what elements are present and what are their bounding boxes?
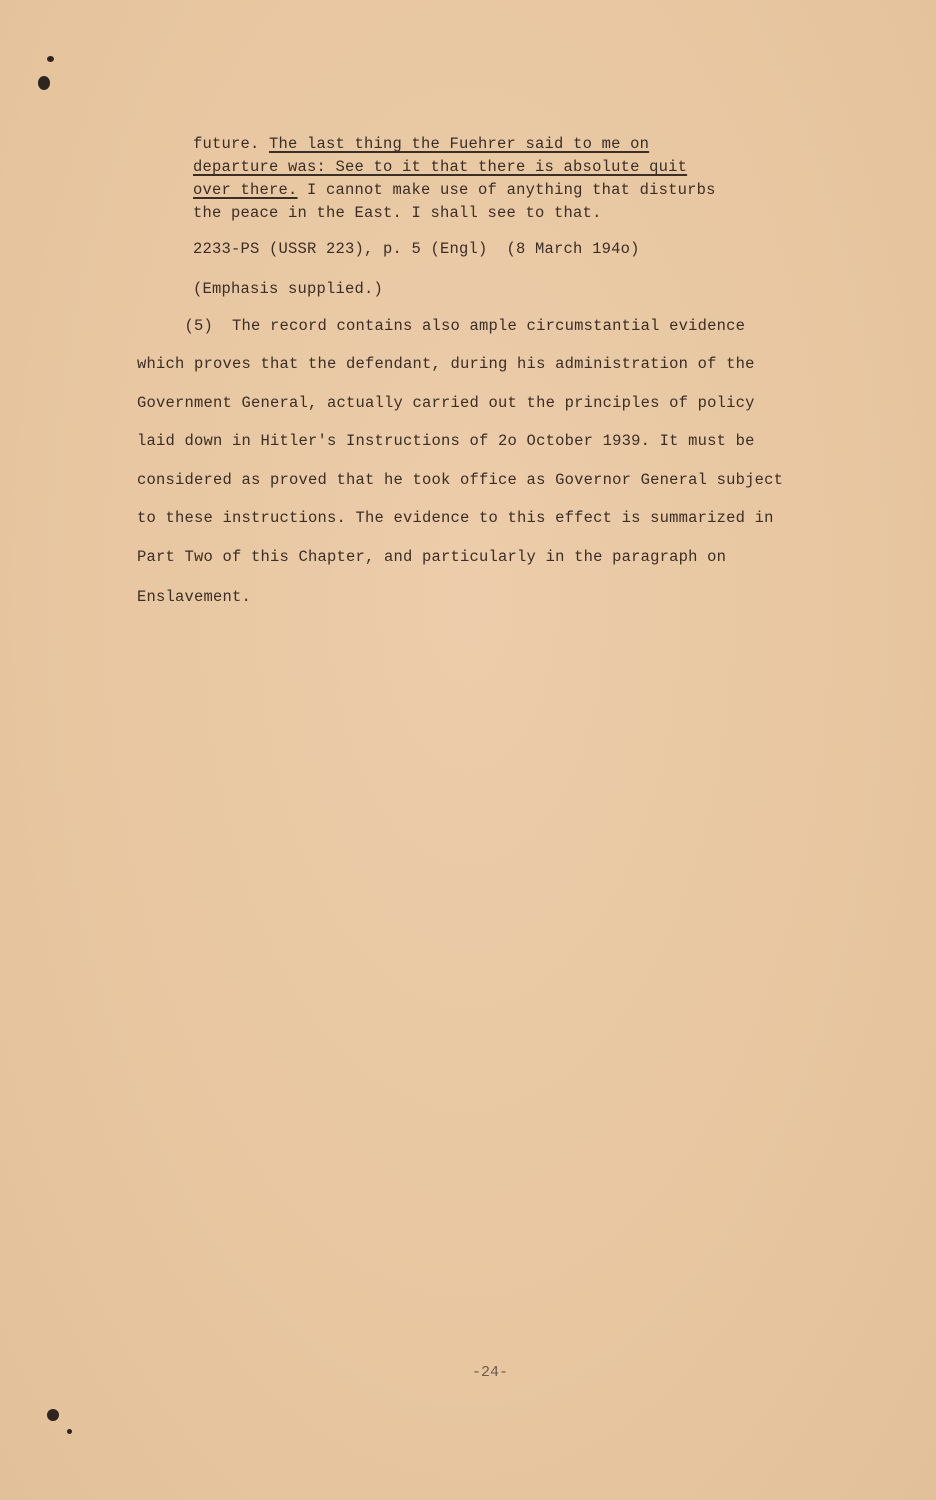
quote-line-1: future. The last thing the Fuehrer said to me on: [193, 135, 650, 153]
ink-speck: [47, 56, 54, 62]
paragraph-line: Part Two of this Chapter, and particularly in the paragraph on: [137, 548, 727, 566]
citation: 2233-PS (USSR 223), p. 5 (Engl) (8 March 194o): [193, 240, 640, 258]
paragraph-line: considered as proved that he took office as Governor General subject: [137, 471, 784, 489]
ink-speck: [47, 1409, 59, 1421]
paragraph-line: Enslavement.: [137, 588, 252, 606]
page-number: -24-: [472, 1364, 509, 1381]
quote-line-2: departure was: See to it that there is absolute quit: [193, 158, 688, 176]
paragraph-line: which proves that the defendant, during his administration of the: [137, 355, 755, 373]
paragraph-line: (5) The record contains also ample circumstantial evidence: [137, 317, 746, 335]
paragraph-line: to these instructions. The evidence to this effect is summarized in: [137, 509, 774, 527]
paragraph-line: Government General, actually carried out the principles of policy: [137, 394, 755, 412]
ink-speck: [67, 1429, 72, 1434]
paragraph-line: laid down in Hitler's Instructions of 2o October 1939. It must be: [137, 432, 755, 450]
ink-speck: [38, 76, 50, 90]
quote-line-4: the peace in the East. I shall see to that.: [193, 204, 602, 222]
quote-line-3: over there. I cannot make use of anything that disturbs: [193, 181, 716, 199]
emphasis-note: (Emphasis supplied.): [193, 280, 384, 298]
